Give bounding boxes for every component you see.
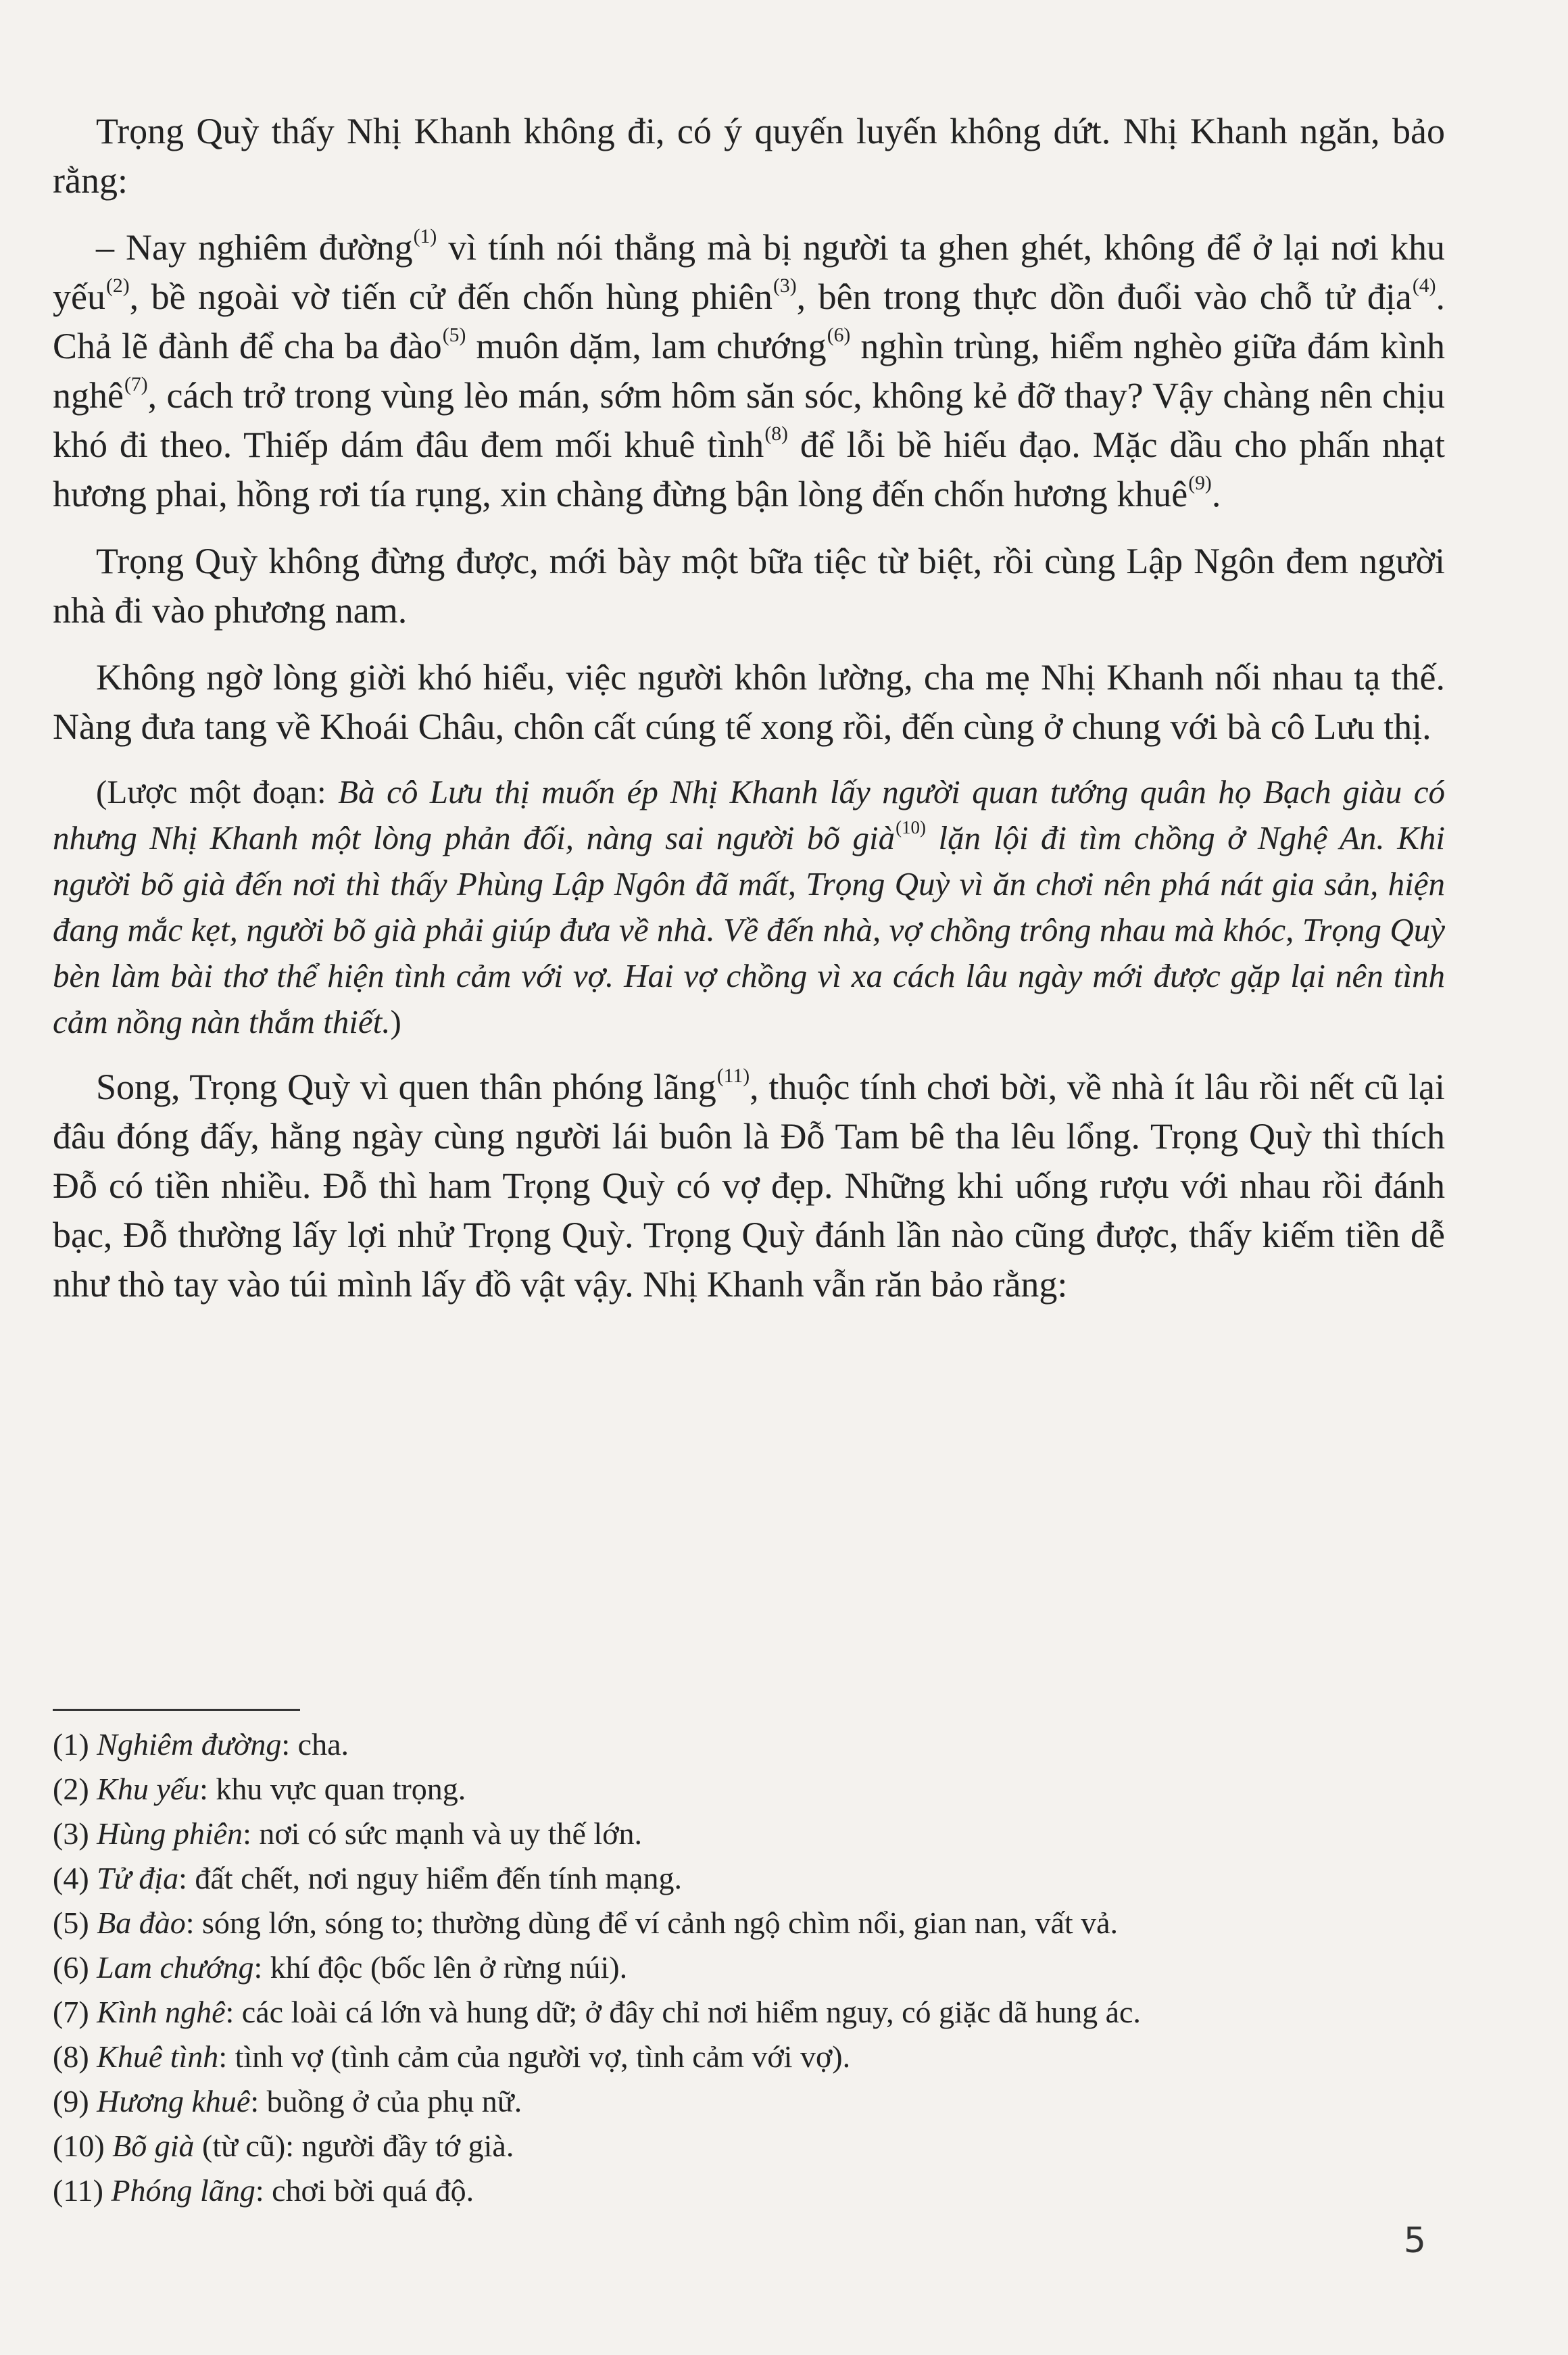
- footnote-item: (5) Ba đào: sóng lớn, sóng to; thường dùng để ví cảnh ngộ chìm nổi, gian nan, vất vả.: [53, 1905, 1119, 1940]
- omitted-passage-summary: (Lược một đoạn: Bà cô Lưu thị muốn ép Nhị Khanh lấy người quan tướng quân họ Bạch giàu có nhưng Nhị Khanh một lòng phản đối, nàng sai người bõ già$^{(10)}$ lặn lội đi tìm chồng ở Nghệ An. Khi người bõ già đến nơi thì thấy Phùng Lập Ngôn đã mất, Trọng Quỳ vì ăn chơi nên phá nát gia sản, hiện đang mắc kẹt, người bõ già phải giúp đưa về nhà. Về đến nhà, vợ chồng trông nhau mà khóc, Trọng Quỳ bèn làm bài thơ thể hiện tình cảm với vợ. Hai vợ chồng vì xa cách lâu ngày mới được gặp lại nên tình cảm nồng nàn thắm thiết.): [53, 773, 1446, 1040]
- footnote-ref-1[interactable]: (1): [413, 225, 437, 247]
- paragraph-6: Song, Trọng Quỳ vì quen thân phóng lãng$^{(11)}$, thuộc tính chơi bời, về nhà ít lâu rồi nết cũ lại đâu đóng đấy, hằng ngày cùng người lái buôn là Đỗ Tam bê tha lêu lổng. Trọng Quỳ thì thích Đỗ có tiền nhiều. Đỗ thì ham Trọng Quỳ có vợ đẹp. Những khi uống rượu với nhau rồi đánh bạc, Đỗ thường lấy lợi nhử Trọng Quỳ. Trọng Quỳ đánh lần nào cũng được, thấy kiếm tiền dễ như thò tay vào túi mình lấy đồ vật vậy. Nhị Khanh vẫn răn bảo rằng:: [53, 1065, 1445, 1305]
- footnote-item: (11) Phóng lãng: chơi bời quá độ.: [53, 2173, 474, 2208]
- footnote-item: (1) Nghiêm đường: cha.: [53, 1727, 349, 1762]
- footnote-separator: [53, 1709, 300, 1711]
- footnote-item: (7) Kình nghê: các loài cá lớn và hung dữ; ở đây chỉ nơi hiểm nguy, có giặc dã hung ác.: [53, 1995, 1141, 2029]
- footnote-ref-11[interactable]: (11): [716, 1065, 750, 1087]
- footnote-item: (6) Lam chướng: khí độc (bốc lên ở rừng núi).: [53, 1950, 628, 1985]
- footnote-item: (10) Bõ già (từ cũ): người đầy tớ già.: [53, 2129, 514, 2163]
- footnote-ref-10[interactable]: (10): [896, 817, 926, 838]
- footnote-ref-2[interactable]: (2): [105, 274, 130, 297]
- main-text: [53, 107, 1445, 1327]
- paragraph-2-dialogue: – Nay nghiêm đường$^{(1)}$ vì tính nói thẳng mà bị người ta ghen ghét, không để ở lại nơi khu yếu$^{(2)}$, bề ngoài vờ tiến cử đến chốn hùng phiên$^{(3)}$, bên trong thực dồn đuổi vào chỗ tử địa$^{(4)}$. Chả lẽ đành để cha ba đào$^{(5)}$ muôn dặm, lam chướng$^{(6)}$ nghìn trùng, hiểm nghèo giữa đám kình nghê$^{(7)}$, cách trở trong vùng lèo mán, sớm hôm săn sóc, không kẻ đỡ thay? Vậy chàng nên chịu khó đi theo. Thiếp dám đâu đem mối khuê tình$^{(8)}$ để lỗi bề hiếu đạo. Mặc dầu cho phấn nhạt hương phai, hồng rơi tía rụng, xin chàng đừng bận lòng đến chốn hương khuê$^{(9)}$.: [53, 225, 1446, 514]
- footnote-ref-8[interactable]: (8): [764, 422, 788, 445]
- paragraph-4: Không ngờ lòng giời khó hiểu, việc người khôn lường, cha mẹ Nhị Khanh nối nhau tạ thế. Nàng đưa tang về Khoái Châu, chôn cất cúng tế xong rồi, đến cùng ở chung với bà cô Lưu thị.: [53, 657, 1445, 747]
- footnote-ref-3[interactable]: (3): [773, 274, 797, 297]
- footnote-ref-7[interactable]: (7): [124, 373, 148, 395]
- footnote-item: (8) Khuê tình: tình vợ (tình cảm của người vợ, tình cảm với vợ).: [53, 2039, 851, 2074]
- footnote-item: (4) Tử địa: đất chết, nơi nguy hiểm đến tính mạng.: [53, 1861, 682, 1895]
- footnote-ref-5[interactable]: (5): [442, 324, 466, 346]
- paragraph-1: Trọng Quỳ thấy Nhị Khanh không đi, có ý quyến luyến không dứt. Nhị Khanh ngăn, bảo rằng:: [53, 111, 1445, 201]
- footnote-item: (9) Hương khuê: buồng ở của phụ nữ.: [53, 2084, 522, 2118]
- paragraph-3: Trọng Quỳ không đừng được, mới bày một bữa tiệc từ biệt, rồi cùng Lập Ngôn đem người nhà đi vào phương nam.: [53, 541, 1445, 631]
- footnote-ref-4[interactable]: (4): [1412, 274, 1436, 297]
- footnote-item: (3) Hùng phiên: nơi có sức mạnh và uy thế lớn.: [53, 1816, 643, 1851]
- footnote-ref-6[interactable]: (6): [827, 324, 851, 346]
- footnotes-list: [53, 1722, 1472, 2213]
- page-number: 5: [1403, 2220, 1426, 2261]
- footnote-item: (2) Khu yếu: khu vực quan trọng.: [53, 1772, 466, 1806]
- footnote-ref-9[interactable]: (9): [1188, 472, 1212, 494]
